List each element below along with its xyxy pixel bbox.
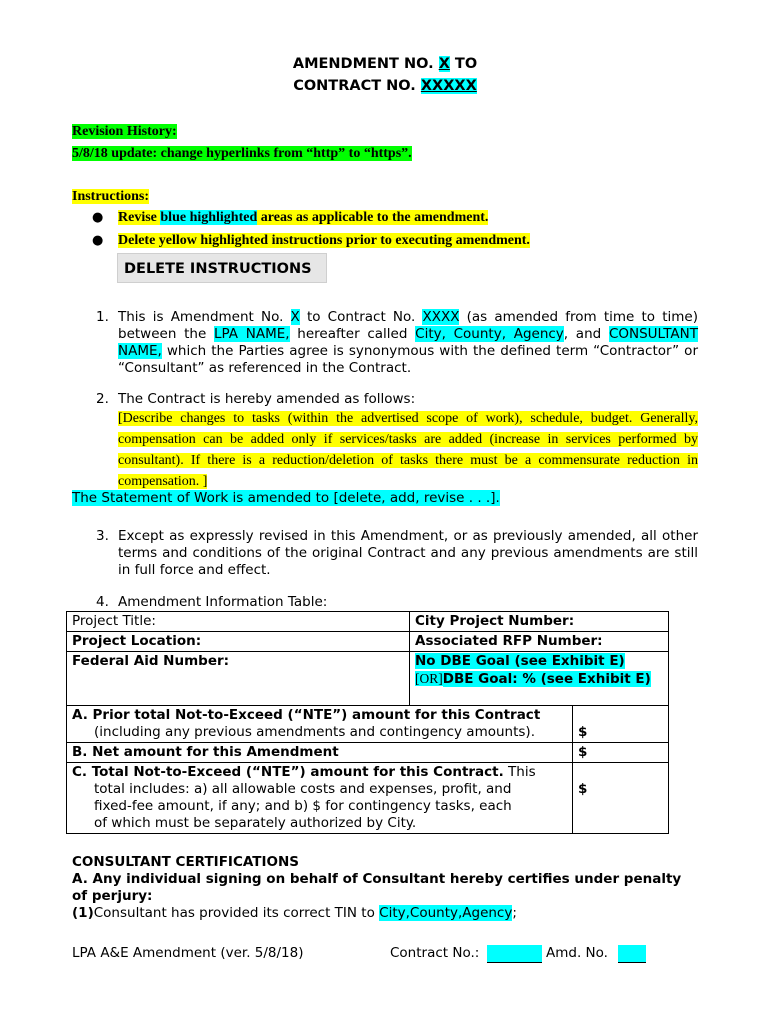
net-amount-label: B. Net amount for this Amendment — [67, 743, 573, 763]
revision-label: Revision History: — [72, 124, 177, 139]
contract-no-field[interactable]: XXXX — [422, 309, 460, 325]
item-1-number: 1. — [96, 309, 109, 325]
item-2-number: 2. — [96, 391, 109, 407]
amendment-number-field[interactable]: X — [438, 56, 450, 72]
table-row — [67, 632, 669, 652]
city-project-number-cell[interactable]: City Project Number: — [410, 612, 669, 632]
footer-amd-label: Amd. No. — [546, 945, 608, 961]
contract-number-field[interactable]: XXXXX — [420, 78, 477, 94]
table-row — [67, 743, 669, 763]
footer-contract-field[interactable] — [487, 945, 542, 963]
footer-amd-field[interactable] — [618, 945, 646, 963]
bullet-dot-2: ● — [92, 233, 104, 248]
city-county-agency-field[interactable]: City, County, Agency — [415, 326, 564, 342]
certifications-a: A. Any individual signing on behalf of Consultant hereby certifies under penalty of perjury: — [72, 871, 682, 904]
footer-version: LPA A&E Amendment (ver. 5/8/18) — [72, 945, 304, 961]
item-4-text: Amendment Information Table: — [118, 594, 328, 610]
item-4-number: 4. — [96, 594, 109, 610]
certifications-title: CONSULTANT CERTIFICATIONS — [72, 854, 299, 870]
certification-item-1: (1)Consultant has provided its correct TIN to City,County,Agency; — [72, 905, 517, 921]
lpa-name-field[interactable]: LPA NAME, — [213, 326, 290, 342]
revision-update: 5/8/18 update: change hyperlinks from “http” to “https”. — [72, 146, 412, 161]
instruction-bullet-1: Revise blue highlighted areas as applicable to the amendment. — [118, 210, 489, 225]
item-3-text: Except as expressly revised in this Amendment, or as previously amended, all other terms and conditions of the original Contract and any previous amendments are still in full force and effect. — [118, 528, 698, 578]
revision-history — [72, 124, 177, 140]
table-row — [67, 706, 669, 743]
table-row — [67, 652, 669, 706]
amendment-title: AMENDMENT NO. X TO — [292, 56, 478, 72]
federal-aid-cell[interactable]: Federal Aid Number: — [67, 652, 410, 706]
describe-changes-instruction: [Describe changes to tasks (within the advertised scope of work), schedule, budget. Generally, compensation can be added only if services/tasks are added (increase in services performed by consultant). If there is a reduction/deletion of tasks there must be a commensurate reduction in compensation. ] — [118, 411, 698, 489]
item-3-number: 3. — [96, 528, 109, 544]
item-2-text: The Contract is hereby amended as follows: — [118, 391, 416, 407]
amendment-info-table — [66, 611, 669, 706]
instructions-label: Instructions: — [72, 189, 150, 204]
table-row — [67, 612, 669, 632]
dbe-goal-cell[interactable]: No DBE Goal (see Exhibit E) [OR]DBE Goal: % (see Exhibit E) — [410, 652, 669, 706]
instruction-bullet-2: Delete yellow highlighted instructions prior to executing amendment. — [118, 233, 530, 248]
tin-agency-field[interactable]: City,County,Agency — [379, 905, 513, 921]
prior-nte-label: A. Prior total Not-to-Exceed (“NTE”) amount for this Contract (including any previous amendments and contingency amounts). — [67, 706, 573, 743]
delete-instructions-button[interactable]: DELETE INSTRUCTIONS — [117, 253, 327, 283]
project-location-cell[interactable]: Project Location: — [67, 632, 410, 652]
amendment-no-field[interactable]: X — [290, 309, 300, 325]
project-title-cell[interactable]: Project Title: — [67, 612, 410, 632]
prior-nte-value[interactable]: $ — [573, 706, 669, 743]
rfp-number-cell[interactable]: Associated RFP Number: — [410, 632, 669, 652]
statement-of-work-line[interactable]: The Statement of Work is amended to [delete, add, revise . . .]. — [72, 490, 500, 506]
total-nte-value[interactable]: $ — [573, 763, 669, 834]
item-1-text: This is Amendment No. X to Contract No. XXXX (as amended from time to time) between the LPA NAME, hereafter called City, County, Agency, and CONSULTANT NAME, which the Parties agree is synonymous with the defined term “Contractor” or “Consultant” as referenced in the Contract. — [118, 309, 698, 376]
table-row — [67, 763, 669, 834]
total-nte-label: C. Total Not-to-Exceed (“NTE”) amount for this Contract. This total includes: a) all allowable costs and expenses, profit, and fixed-fee amount, if any; and b) $ for contingency tasks, each of which must be separately authorized by City. — [67, 763, 573, 834]
bullet-dot-1: ● — [92, 210, 104, 225]
net-amount-value[interactable]: $ — [573, 743, 669, 763]
consultant-name-field[interactable]: CONSULTANT NAME, — [118, 326, 698, 359]
nte-amount-table — [66, 705, 669, 834]
footer-contract-label: Contract No.: — [390, 945, 480, 961]
contract-title: CONTRACT NO. XXXXX — [293, 78, 477, 94]
